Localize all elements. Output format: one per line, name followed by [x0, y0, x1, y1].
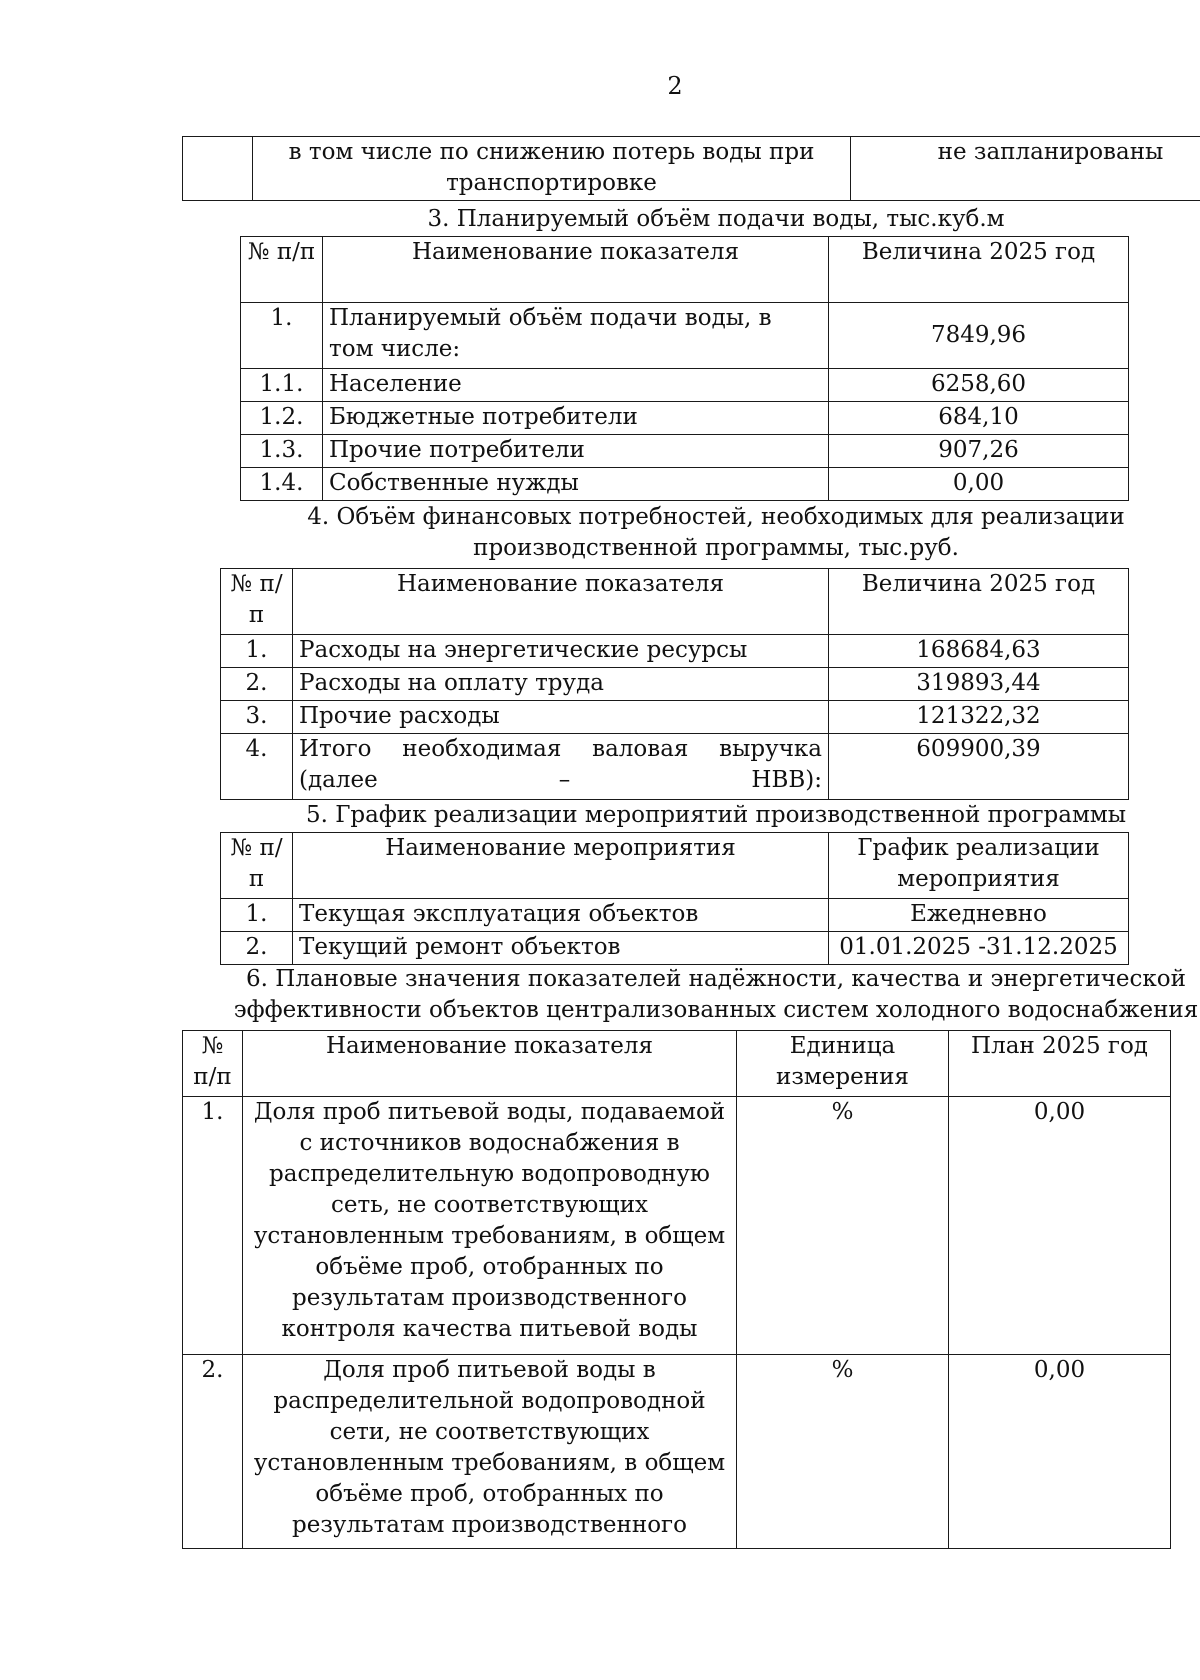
page-number: 2 [667, 72, 683, 100]
indicator-value: не запланированы [851, 137, 1200, 201]
row-value: 907,26 [829, 435, 1129, 468]
table-row [221, 668, 1129, 701]
row-value: 01.01.2025 -31.12.2025 [829, 932, 1129, 965]
header-num: № п/п [221, 833, 293, 899]
row-num: 1.1. [241, 369, 323, 402]
table-row [241, 468, 1129, 501]
row-num: 1.2. [241, 402, 323, 435]
top-table [182, 136, 1200, 201]
header-num: № п/п [183, 1031, 243, 1097]
row-plan: 0,00 [949, 1355, 1171, 1549]
row-name: Расходы на энергетические ресурсы [293, 635, 829, 668]
header-name: Наименование мероприятия [293, 833, 829, 899]
row-num: 1. [183, 1097, 243, 1355]
header-value: График реализации мероприятия [829, 833, 1129, 899]
row-name: Расходы на оплату труда [293, 668, 829, 701]
row-unit: % [737, 1355, 949, 1549]
row-value: 609900,39 [829, 734, 1129, 800]
row-name: Доля проб питьевой воды, подаваемой с источников водоснабжения в распределительную водопроводную сеть, не соответствующих установленным требованиям, в общем объёме проб, отобранных по результатам производственного контроля качества питьевой воды [243, 1097, 737, 1355]
row-num: 1.3. [241, 435, 323, 468]
row-plan: 0,00 [949, 1097, 1171, 1355]
table-row [183, 1097, 1171, 1355]
section4-title-line2: производственной программы, тыс.руб. [473, 535, 959, 561]
row-num: 1. [241, 303, 323, 369]
row-value: 6258,60 [829, 369, 1129, 402]
row-name: Итого необходимая валовая выручка (далее – НВВ): [293, 734, 829, 800]
empty-cell [183, 137, 253, 201]
row-num: 2. [221, 932, 293, 965]
row-num: 1. [221, 899, 293, 932]
row-value: 319893,44 [829, 668, 1129, 701]
table-row [221, 899, 1129, 932]
table-row [183, 1355, 1171, 1549]
row-num: 2. [221, 668, 293, 701]
header-name: Наименование показателя [323, 237, 829, 303]
section6-title [182, 964, 1200, 1026]
header-num: № п/п [221, 569, 293, 635]
section5-table [220, 832, 1129, 965]
row-name: Текущий ремонт объектов [293, 932, 829, 965]
table-row [221, 635, 1129, 668]
header-name: Наименование показателя [293, 569, 829, 635]
row-num: 1. [221, 635, 293, 668]
header-value: Величина 2025 год [829, 237, 1129, 303]
section4-table [220, 568, 1129, 800]
row-name: Текущая эксплуатация объектов [293, 899, 829, 932]
table-row [241, 402, 1129, 435]
header-plan: План 2025 год [949, 1031, 1171, 1097]
section3-table [240, 236, 1129, 501]
row-name: Прочие расходы [293, 701, 829, 734]
row-unit: % [737, 1097, 949, 1355]
table-row [241, 303, 1129, 369]
header-value: Величина 2025 год [829, 569, 1129, 635]
section4-title-line1: 4. Объём финансовых потребностей, необходимых для реализации [307, 504, 1125, 530]
header-unit: Единица измерения [737, 1031, 949, 1097]
row-num: 1.4. [241, 468, 323, 501]
indicator-name: в том числе по снижению потерь воды при транспортировке [253, 137, 851, 201]
table-row [241, 435, 1129, 468]
row-num: 3. [221, 701, 293, 734]
row-value: 7849,96 [829, 303, 1129, 369]
header-num: № п/п [241, 237, 323, 303]
table-row [221, 932, 1129, 965]
section4-title [182, 502, 1200, 564]
table-row [241, 369, 1129, 402]
row-num: 2. [183, 1355, 243, 1549]
table-row [221, 701, 1129, 734]
row-name: Бюджетные потребители [323, 402, 829, 435]
table-row [221, 734, 1129, 800]
section3-title: 3. Планируемый объём подачи воды, тыс.куб.м [427, 206, 1005, 232]
row-name: Население [323, 369, 829, 402]
row-value: 121322,32 [829, 701, 1129, 734]
row-name: Доля проб питьевой воды в распределительной водопроводной сети, не соответствующих установленным требованиям, в общем объёме проб, отобранных по результатам производственного [243, 1355, 737, 1549]
row-value: 168684,63 [829, 635, 1129, 668]
row-name: Прочие потребители [323, 435, 829, 468]
row-name: Собственные нужды [323, 468, 829, 501]
row-value: 684,10 [829, 402, 1129, 435]
row-num: 4. [221, 734, 293, 800]
row-value: Ежедневно [829, 899, 1129, 932]
section5-title: 5. График реализации мероприятий производственной программы [305, 802, 1127, 828]
row-value: 0,00 [829, 468, 1129, 501]
row-name: Планируемый объём подачи воды, в том числе: [323, 303, 829, 369]
section6-title-line2: эффективности объектов централизованных систем холодного водоснабжения [233, 997, 1199, 1023]
header-name: Наименование показателя [243, 1031, 737, 1097]
section6-title-line1: 6. Плановые значения показателей надёжности, качества и энергетической [246, 966, 1186, 992]
section6-table [182, 1030, 1171, 1549]
